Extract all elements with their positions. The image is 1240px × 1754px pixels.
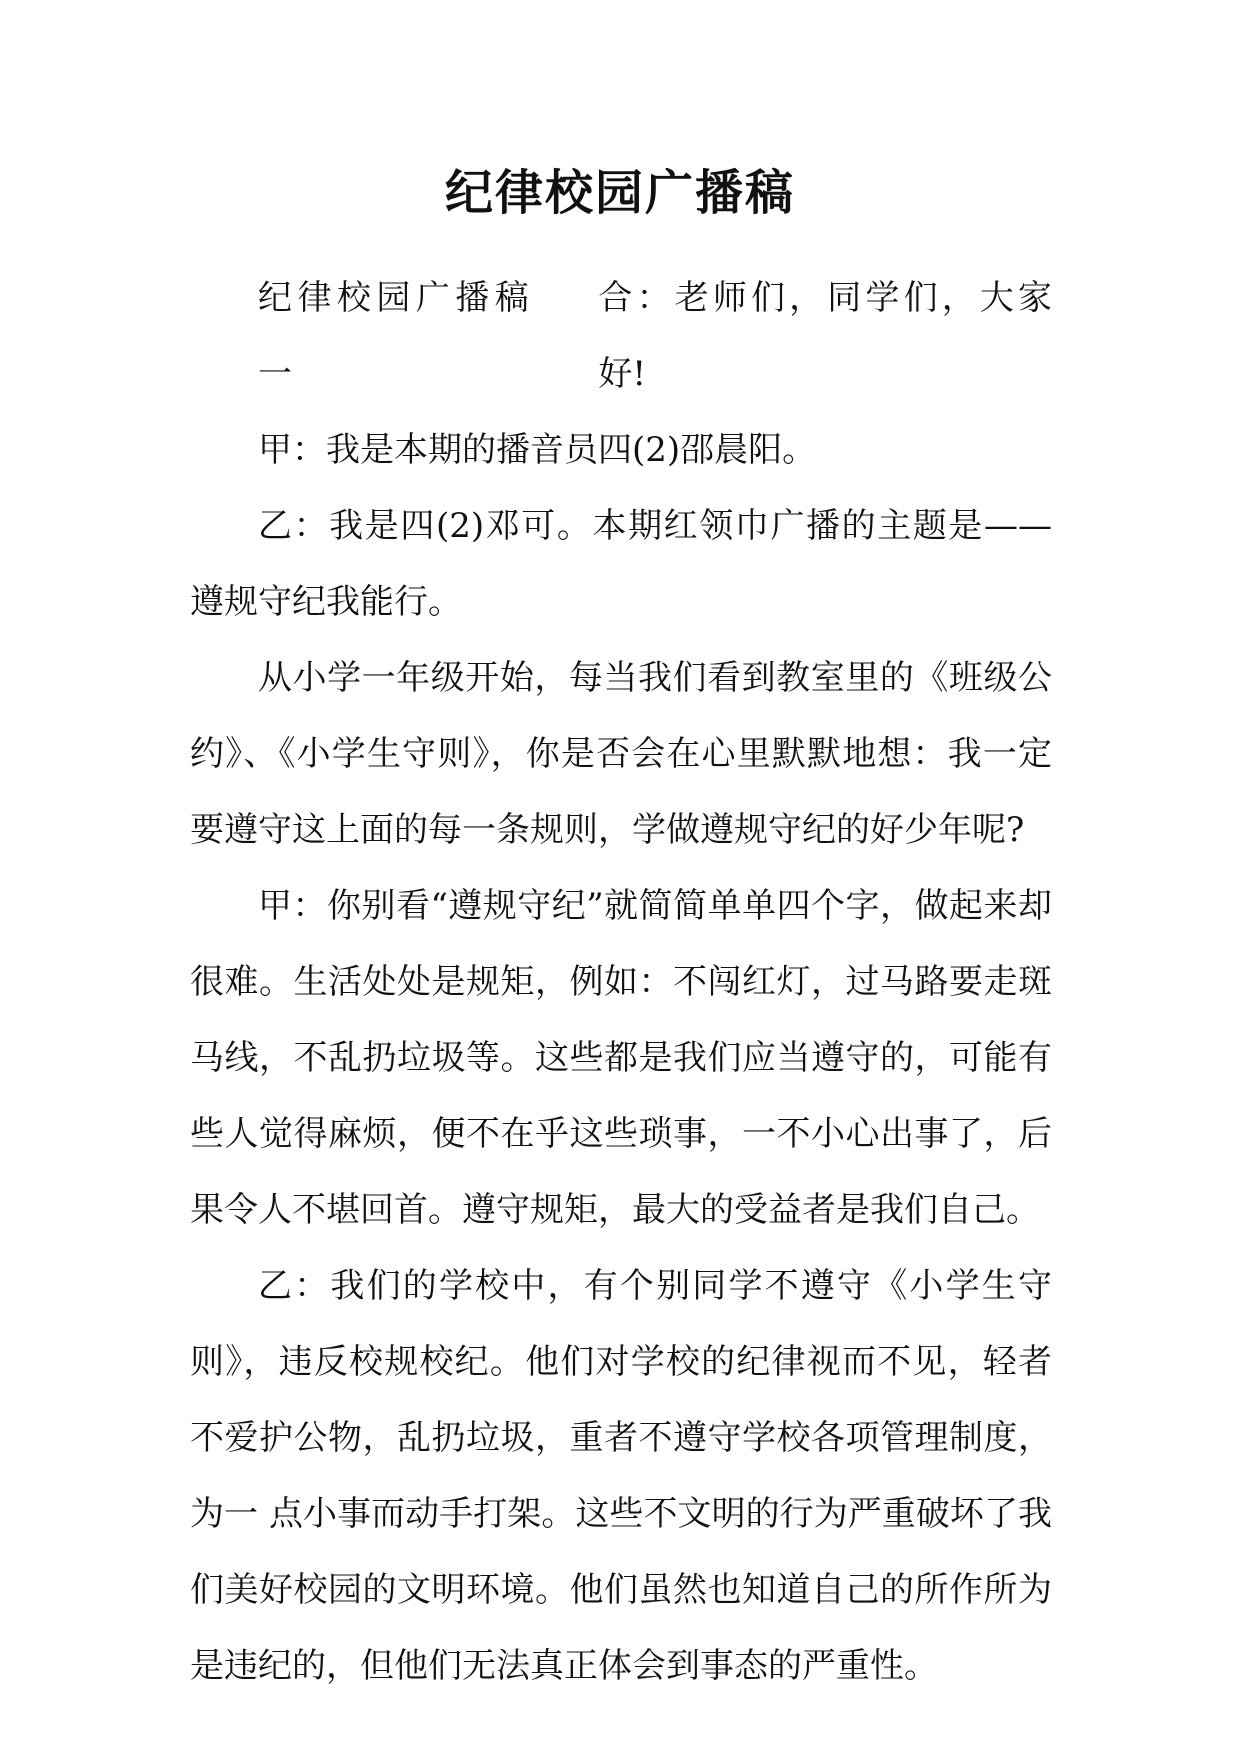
spacer: [529, 260, 599, 412]
paragraph: 乙：我们的学校中，有个别同学不遵守《小学生守则》，违反校规校纪。他们对学校的纪律视而不见，轻者不爱护公物，乱扔垃圾，重者不遵守学校各项管理制度，为一 点小事而动手打架。这些不文明的行为严重破坏了我们美好校园的文明环境。他们虽然也知道自己的所作所为是违纪的，但他们无法真正体会到事态的严重性。: [190, 1266, 1052, 1686]
opening-line: [190, 260, 1052, 412]
paragraph: 甲：你别看“遵规守纪”就简简单单四个字，做起来却很难。生活处处是规矩，例如：不闯红灯，过马路要走斑马线，不乱扔垃圾等。这些都是我们应当遵守的，可能有些人觉得麻烦，便不在乎这些琐事，一不小心出事了，后果令人不堪回首。遵守规矩，最大的受益者是我们自己。: [190, 886, 1052, 1230]
paragraph: 甲：我是本期的播音员四(2)邵晨阳。: [258, 430, 817, 470]
section-subheading: 纪律校园广播稿一: [258, 278, 529, 394]
document-title: 纪律校园广播稿: [444, 165, 795, 221]
paragraph: 从小学一年级开始，每当我们看到教室里的《班级公约》、《小学生守则》，你是否会在心里默默地想：我一定要遵守这上面的每一条规则，学做遵规守纪的好少年呢?: [190, 658, 1052, 850]
document-body: [190, 260, 1052, 1704]
greeting-line: 合：老师们，同学们，大家好!: [598, 278, 1052, 394]
paragraph: 乙：我是四(2)邓可。本期红领巾广播的主题是——遵规守纪我能行。: [190, 506, 1052, 622]
